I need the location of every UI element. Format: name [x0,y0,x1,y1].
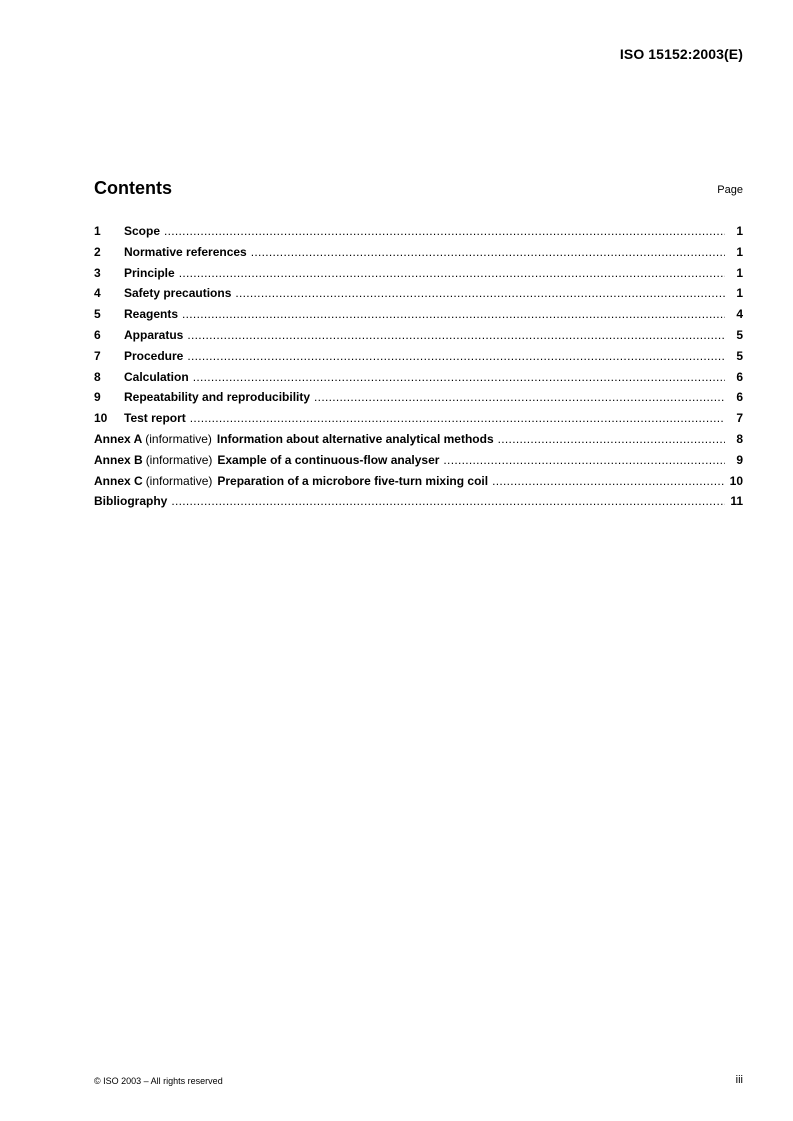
toc-annex-title: Information about alternative analytical methods [216,431,494,446]
toc-annex-label: Annex B [94,452,143,467]
toc-entry-number: 8 [94,369,101,384]
toc-entry-reagents[interactable] [94,304,743,325]
toc-leader [498,429,725,450]
toc-entry-number: 3 [94,265,101,280]
toc-leader [314,387,725,408]
toc-leader [171,491,725,512]
toc-entry-scope[interactable] [94,221,743,242]
toc-annex-type: (informative) [145,431,212,446]
toc-entry-title: Calculation [124,369,189,384]
table-of-contents [94,221,743,512]
toc-entry-number: 7 [94,348,101,363]
toc-entry-number: 5 [94,307,101,322]
toc-bibliography[interactable] [94,491,743,512]
toc-entry-test-report[interactable] [94,408,743,429]
toc-entry-number: 2 [94,244,101,259]
toc-entry-page: 5 [736,348,743,363]
document-id: ISO 15152:2003(E) [619,46,743,62]
toc-entry-procedure[interactable] [94,346,743,367]
toc-annex-title: Preparation of a microbore five-turn mixing coil [217,473,489,488]
toc-entry-page: 1 [736,224,743,238]
toc-entry-title: Reagents [124,307,179,322]
toc-leader [182,304,725,325]
toc-leader [251,242,725,263]
toc-entry-number: 4 [94,286,101,301]
toc-bibliography-title: Bibliography [94,494,168,509]
toc-entry-number: 1 [94,224,101,238]
toc-leader [179,263,725,284]
toc-annex-b[interactable] [94,450,743,471]
toc-annex-label: Annex A [94,431,143,446]
toc-entry-page: 5 [736,327,743,342]
toc-annex-type: (informative) [145,452,213,467]
toc-annex-label: Annex C [94,473,143,488]
toc-leader [492,471,725,492]
toc-entry-title: Apparatus [124,327,184,342]
toc-entry-calculation[interactable] [94,367,743,388]
toc-entry-title: Principle [124,265,175,280]
toc-annex-a[interactable] [94,429,743,450]
toc-entry-title: Normative references [124,244,247,259]
toc-entry-title: Safety precautions [124,286,232,301]
toc-entry-page: 6 [736,369,743,384]
contents-title: Contents [94,178,172,198]
toc-entry-repeatability[interactable] [94,387,743,408]
toc-leader [190,408,725,429]
toc-entry-title: Procedure [124,348,184,363]
toc-annex-title: Example of a continuous-flow analyser [217,452,440,467]
toc-entry-page: 1 [736,265,743,280]
page-number: iii [735,1074,743,1086]
toc-entry-principle[interactable] [94,263,743,284]
toc-bibliography-page: 11 [730,494,743,509]
toc-entry-page: 1 [736,286,743,301]
toc-entry-title: Repeatability and reproducibility [124,390,311,405]
toc-annex-page: 8 [736,431,743,446]
toc-entry-number: 10 [94,411,108,426]
toc-entry-page: 1 [736,244,743,259]
toc-entry-title: Test report [124,411,186,426]
toc-entry-normative-references[interactable] [94,242,743,263]
toc-leader [443,450,725,471]
toc-leader [235,283,725,304]
toc-leader [193,367,725,388]
toc-leader [187,346,725,367]
toc-leader [187,325,725,346]
copyright-notice: © ISO 2003 – All rights reserved [94,1076,223,1086]
toc-entry-safety-precautions[interactable] [94,283,743,304]
toc-entry-apparatus[interactable] [94,325,743,346]
toc-entry-page: 7 [736,411,743,426]
toc-annex-c[interactable] [94,471,743,492]
toc-leader [164,221,725,242]
toc-entry-page: 4 [736,307,743,322]
toc-entry-number: 9 [94,390,101,405]
toc-entry-title: Scope [124,224,161,238]
page-column-label: Page [717,184,743,196]
toc-annex-page: 9 [736,452,743,467]
toc-entry-number: 6 [94,327,101,342]
toc-annex-page: 10 [729,473,743,488]
toc-entry-page: 6 [736,390,743,405]
toc-annex-type: (informative) [145,473,213,488]
